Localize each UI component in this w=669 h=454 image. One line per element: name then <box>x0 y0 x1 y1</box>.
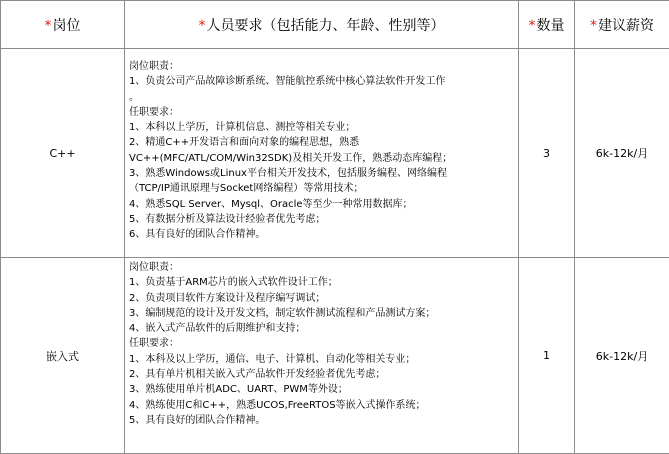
requirement-line: 2、精通C++开发语言和面向对象的编程思想，熟悉 <box>129 135 518 150</box>
requirement-line: 4、嵌入式产品软件的后期维护和支持； <box>129 321 518 336</box>
requirement-line: 3、编制规范的设计及开发文档，制定软件测试流程和产品测试方案； <box>129 306 518 321</box>
salary-cell: 6k-12k/月 <box>575 258 669 454</box>
requirement-line: 3、熟练使用单片机ADC、UART、PWM等外设； <box>129 382 518 397</box>
header-row <box>1 1 669 49</box>
header-count-label: 数量 <box>537 18 565 34</box>
requirement-line: 岗位职责： <box>129 260 518 275</box>
header-count <box>519 1 575 49</box>
count-cell: 3 <box>519 49 575 258</box>
count-cell: 1 <box>519 258 575 454</box>
required-star: * <box>529 18 536 34</box>
required-star: * <box>590 18 597 34</box>
requirement-line: 5、有数据分析及算法设计经验者优先考虑； <box>129 212 518 227</box>
requirement-line: 2、负责项目软件方案设计及程序编写调试； <box>129 291 518 306</box>
requirement-line: 1、负责公司产品故障诊断系统、智能航控系统中核心算法软件开发工作 <box>129 74 518 89</box>
header-salary-label: 建议薪资 <box>598 18 654 34</box>
requirements-cell <box>125 49 519 258</box>
requirement-line: 5、具有良好的团队合作精神。 <box>129 413 518 428</box>
requirement-line: 。 <box>129 90 518 105</box>
header-salary <box>575 1 669 49</box>
requirements-cell <box>125 258 519 454</box>
header-position <box>1 1 125 49</box>
required-star: * <box>199 18 206 34</box>
requirement-line: 4、熟悉SQL Server、Mysql、Oracle等至少一种常用数据库； <box>129 197 518 212</box>
header-requirements <box>125 1 519 49</box>
salary-cell: 6k-12k/月 <box>575 49 669 258</box>
requirement-line: 1、本科以上学历，计算机信息、测控等相关专业； <box>129 120 518 135</box>
requirement-line: 任职要求： <box>129 105 518 120</box>
requirement-line: 6、具有良好的团队合作精神。 <box>129 227 518 242</box>
requirement-line: 1、负责基于ARM芯片的嵌入式软件设计工作； <box>129 275 518 290</box>
requirement-line: 3、熟悉Windows或Linux平台相关开发技术，包括服务编程、网络编程 <box>129 166 518 181</box>
header-requirements-label: 人员要求（包括能力、年龄、性别等） <box>207 18 445 34</box>
requirement-line: （TCP/IP通讯原理与Socket网络编程）等常用技术； <box>129 181 518 196</box>
table-row <box>1 49 669 258</box>
table-row <box>1 258 669 454</box>
position-cell: 嵌入式 <box>1 258 125 454</box>
requirement-line: 2、具有单片机相关嵌入式产品软件开发经验者优先考虑； <box>129 367 518 382</box>
header-position-label: 岗位 <box>53 18 81 34</box>
requirement-line: 岗位职责： <box>129 59 518 74</box>
position-cell: C++ <box>1 49 125 258</box>
requirement-line: 任职要求： <box>129 336 518 351</box>
requirement-line: VC++(MFC/ATL/COM/Win32SDK)及相关开发工作，熟悉动态库编程； <box>129 151 518 166</box>
requirement-line: 1、本科及以上学历，通信、电子、计算机、自动化等相关专业； <box>129 352 518 367</box>
requirement-line: 4、熟练使用C和C++，熟悉UCOS,FreeRTOS等嵌入式操作系统； <box>129 398 518 413</box>
required-star: * <box>45 18 52 34</box>
